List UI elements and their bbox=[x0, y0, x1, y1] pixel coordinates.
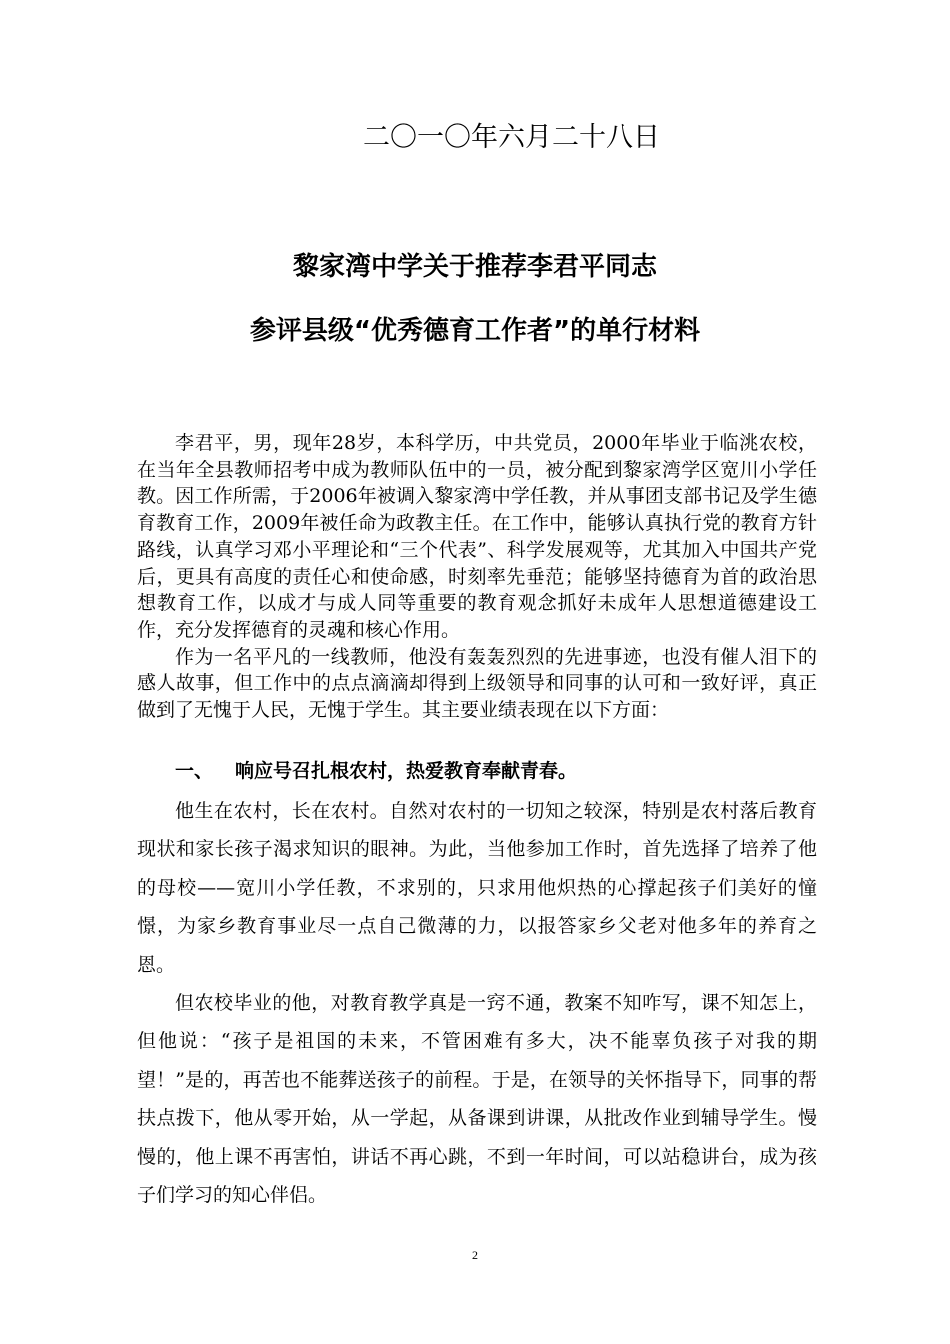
intro-paragraph-1: 李君平，男，现年28岁，本科学历，中共党员，2000年毕业于临洮农校，在当年全县教师招考中成为教师队伍中的一员，被分配到黎家湾学区宽川小学任教。因工作所需，于2006年被调入黎家湾中学任教，并从事团支部书记及学生德育教育工作，2009年被任命为政教主任。在工作中，能够认真执行党的教育方针路线，认真学习邓小平理论和“三个代表”、科学发展观等，尤其加入中国共产党后，更具有高度的责任心和使命感，时刻率先垂范；能够坚持德育为首的政治思想教育工作，以成才与成人同等重要的教育观念抓好未成年人思想道德建设工作，充分发挥德育的灵魂和核心作用。 bbox=[137, 432, 817, 641]
section-heading-text: 响应号召扎根农村，热爱教育奉献青春。 bbox=[235, 760, 578, 782]
document-title-line-2: 参评县级“优秀德育工作者”的单行材料 bbox=[249, 316, 701, 346]
section-number: 一、 bbox=[175, 760, 214, 782]
section-paragraph-2: 但农校毕业的他，对教育教学真是一窍不通，教案不知咋写，课不知怎上，但他说：“孩子是祖国的未来，不管困难有多大，决不能辜负孩子对我的期望！”是的，再苦也不能葬送孩子的前程。于是，在领导的关怀指导下，同事的帮扶点拨下，他从零开始，从一学起，从备课到讲课，从批改作业到辅导学生。慢慢的，他上课不再害怕，讲话不再心跳，不到一年时间，可以站稳讲台，成为孩子们学习的知心伴侣。 bbox=[137, 992, 817, 1207]
intro-section bbox=[137, 430, 817, 724]
section-paragraph-1: 他生在农村，长在农村。自然对农村的一切知之较深，特别是农村落后教育现状和家长孩子渴求知识的眼神。为此，当他参加工作时，首先选择了培养了他的母校——宽川小学任教，不求别的，只求用他炽热的心撑起孩子们美好的憧憬，为家乡教育事业尽一点自己微薄的力，以报答家乡父老对他多年的养育之恩。 bbox=[137, 800, 817, 976]
page-number: 2 bbox=[472, 1248, 478, 1262]
document-date: 二〇一〇年六月二十八日 bbox=[363, 122, 660, 153]
section-heading bbox=[175, 756, 577, 786]
intro-paragraph-2: 作为一名平凡的一线教师，他没有轰轰烈烈的先进事迹，也没有催人泪下的感人故事，但工作中的点点滴滴却得到上级领导和同事的认可和一致好评，真正做到了无愧于人民，无愧于学生。其主要业绩表现在以下方面： bbox=[137, 645, 817, 722]
section-body bbox=[137, 792, 817, 1214]
document-title-line-1: 黎家湾中学关于推荐李君平同志 bbox=[292, 252, 657, 282]
